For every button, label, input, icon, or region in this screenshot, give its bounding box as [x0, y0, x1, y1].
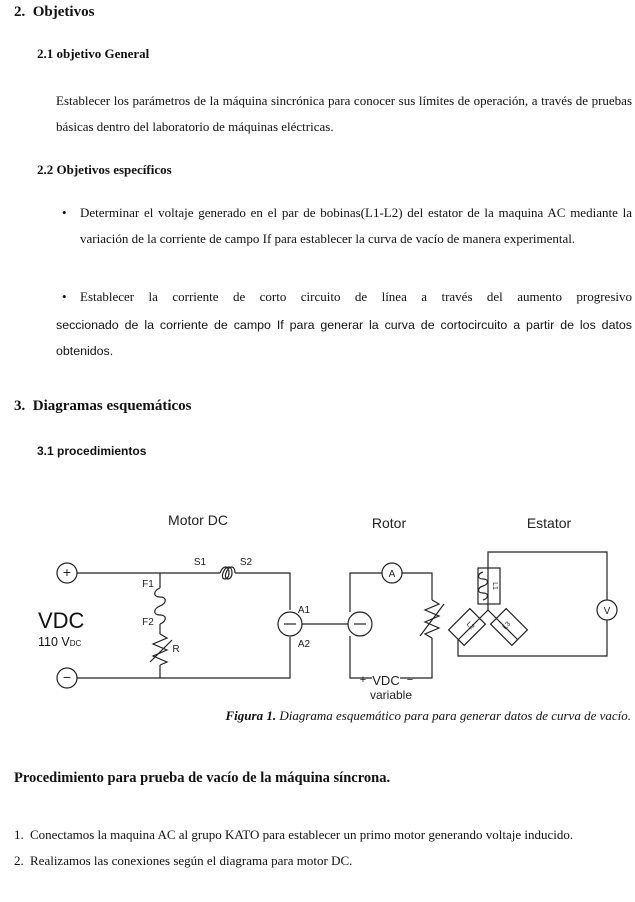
section-number: 2.	[14, 4, 26, 20]
objective-bullet-1: Determinar el voltaje generado en el par de bobinas(L1-L2) del estator de la maquina AC mediante la variación de la corriente de campo If para establecer la curva de vacío de manera experimental.	[80, 205, 632, 246]
r-label: R	[172, 644, 180, 655]
voltmeter-label: V	[603, 606, 611, 617]
coil-l2-label: L2	[464, 620, 476, 632]
vdc-source-value: 110 VDC	[38, 635, 82, 649]
procedure-list	[14, 822, 632, 874]
vdc-source-label: VDC	[38, 608, 85, 633]
list-item-number: 2.	[14, 853, 24, 868]
coil-l1-label: L1	[491, 582, 498, 590]
coil-l3-label: L3	[501, 620, 513, 632]
a2-label: A2	[297, 639, 311, 650]
subsection-2-2-title: 2.2 Objetivos específicos	[37, 162, 172, 177]
f2-label: F2	[142, 617, 154, 628]
subsection-3-1-title: 3.1 procedimientos	[37, 444, 147, 458]
plus-sign: +	[62, 564, 72, 580]
section-2-heading	[14, 4, 94, 21]
section-number: 3.	[14, 398, 26, 414]
stator-coil-l1-icon	[479, 572, 488, 600]
bullet-icon: •	[62, 289, 67, 304]
procedure-title: Procedimiento para prueba de vacío de la máquina síncrona.	[14, 770, 391, 786]
rotor-label: Rotor	[371, 515, 407, 531]
list-item	[14, 848, 632, 874]
schematic-diagram	[0, 500, 635, 730]
subsection-2-1-title: 2.1 objetivo General	[37, 46, 150, 61]
caption-text: Diagrama esquemático para para generar datos de curva de vacío.	[276, 708, 631, 723]
a1-label: A1	[297, 605, 311, 616]
section-title: Objetivos	[32, 4, 95, 20]
vdc-variable-plus: +	[359, 674, 367, 686]
s2-label: S2	[239, 557, 253, 568]
field-coil-icon	[155, 588, 166, 624]
section-title: Diagramas esquemáticos	[32, 398, 192, 414]
list-item-number: 1.	[14, 827, 24, 842]
objective-bullet-2-continuation: seccionado de la corriente de campo If para generar la curva de cortocircuito a partir de los datos obtenidos.	[56, 318, 632, 358]
list-item-text: Conectamos la maquina AC al grupo KATO para establecer un primo motor generando voltaje inducido.	[30, 827, 574, 842]
ammeter-label: A	[388, 569, 396, 580]
figure-caption	[226, 708, 632, 724]
vdc-variable-minus: −	[406, 674, 414, 686]
section-3-heading	[14, 398, 191, 415]
bullet-icon: •	[62, 205, 67, 220]
caption-label: Figura 1.	[225, 708, 277, 723]
estator-label: Estator	[526, 515, 572, 531]
variable-label: variable	[369, 688, 413, 702]
list-item-text: Realizamos las conexiones según el diagrama para motor DC.	[30, 853, 353, 868]
vdc-variable-label: VDC	[372, 673, 400, 688]
list-item	[14, 822, 632, 848]
motor-dc-label: Motor DC	[168, 512, 228, 528]
series-coil-icon	[220, 567, 235, 579]
objective-general-paragraph: Establecer los parámetros de la máquina sincrónica para conocer sus límites de operación, a través de pruebas básicas dentro del laboratorio de máquinas eléctricas.	[56, 93, 632, 134]
f1-label: F1	[142, 579, 154, 590]
minus-sign: −	[62, 669, 72, 685]
s1-label: S1	[193, 557, 207, 568]
resistor-icon	[153, 634, 167, 665]
objective-bullet-2-line1: Establecer la corriente de corto circuito de línea a través del aumento progresivo	[80, 289, 632, 304]
